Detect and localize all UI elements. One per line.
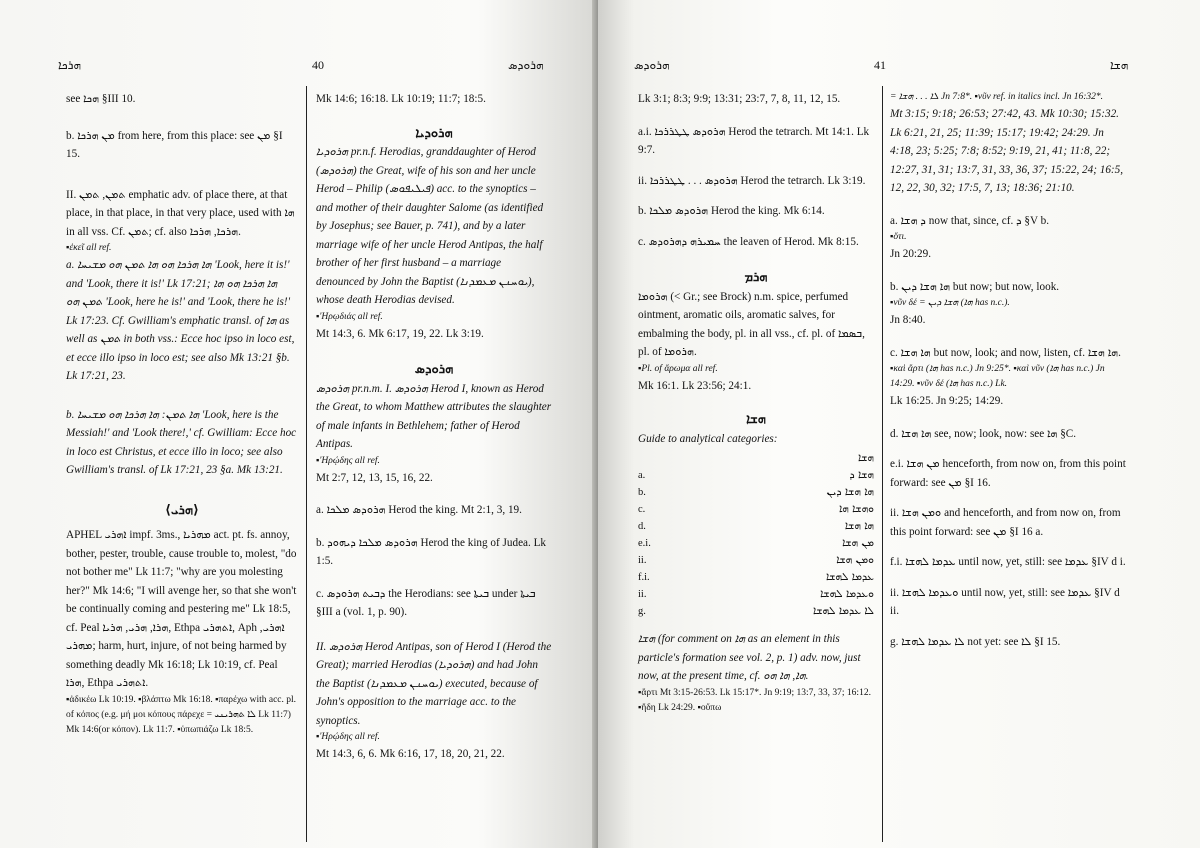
herod-heading: ܗܪܘܕܣ (414, 362, 454, 377)
spice-entry: ܗܪܘܡܐ (< Gr.; see Brock) n.m. spice, perfumed ointment, aromatic oils, aromatic salves, for embalming the body, pl. in all vss., cf. pl. of ܒܣܡܐ, pl. of ܗܪܘܡܐ. (638, 290, 865, 358)
guide-value: ܗܫܐ (857, 452, 874, 464)
guide-key: f.i. (638, 572, 650, 583)
guide-key: g. (638, 606, 646, 617)
now-b: b. ܗܐ ܗܫܐ ܕܝܢ but now; but now, look. (890, 280, 1060, 293)
now-fii: ii. ܘܥܕܡܐ ܠܗܫܐ until now, yet, still: see ܥܕܡܐ §IV d ii. (890, 586, 1120, 617)
guide-key: b. (638, 487, 646, 498)
guide-row (638, 569, 874, 586)
guide-value: ܡܢ ܗܫܐ (842, 537, 874, 549)
ref-line: Mt 14:3, 6, 6. Mk 6:16, 17, 18, 20, 21, 22. (316, 748, 505, 760)
guide-key: ii. (638, 555, 647, 566)
greek-ref: ▪ὅτι. (890, 232, 907, 242)
ref-line: Mt 14:3, 6. Mk 6:17, 19, 22. Lk 3:19. (316, 327, 484, 340)
herod-b: b. ܗܪܘܕܣ ܡܠܟܐ ܕܝܗܘܕ Herod the king of Judea. Lk 1:5. (316, 536, 547, 567)
guide-key: ii. (638, 589, 647, 600)
guide-value: ܥܕܡܐ ܠܗܫܐ (825, 571, 874, 583)
spice-heading: ܗܪܡ (744, 270, 768, 285)
ref-line: Mt 2:7, 12, 13, 15, 16, 22. (316, 471, 433, 484)
greek-ref: ▪ἐκεῖ all ref. (66, 243, 112, 253)
herod-entry: ܗܪܘܕܣ pr.n.m. I. ܗܪܘܕܣ Herod I, known as Herod the Great, to whom Matthew attributes the slaughter of male infants in Bethlehem; father of Herod Antipas. (316, 382, 552, 450)
guide-row (638, 603, 874, 620)
left-page (0, 0, 598, 848)
guide-row (638, 484, 874, 501)
guide-row (638, 501, 874, 518)
guide-value: ܘܥܕܡܐ ܠܗܫܐ (820, 588, 874, 600)
entry-a: a. ܗܐ ܗܪܟܐ ܗܘ ܗܐ ܬܡܢ ܗܘ ܡܫܝܚܐ 'Look, here it is!' and 'Look, there it is!' Lk 17:21; ܗܐ ܗܪܟܐ ܗܘ ܗܐ ܬܡܢ ܗܘ 'Look, here he is!' and 'Look, there he is!' Lk 17:23. Cf. Gwilliam's emphatic transl. of ܗܐ as well as ܬܡܢ in both vss.: Ecce hoc ipso in loco est, et ecce illo ipso in loco est; see also Mk 13:21 §b. Lk 17:21, 23. (66, 259, 295, 382)
left-running-header-right: ܗܪܘܕܣ (508, 58, 544, 72)
entry-c: c. ܚܡܝܪܗ ܕܗܪܘܕܣ the leaven of Herod. Mk 8:15. (638, 235, 859, 248)
right-column-2 (890, 90, 1128, 651)
entry-line: see ܗܟܐ §III 10. (66, 93, 136, 105)
greek-ref: ▪Pl. of ἄρωμα all ref. (638, 363, 718, 374)
guide-row (638, 450, 874, 467)
right-page (598, 0, 1200, 848)
greek-ref: = ܠܐ . . . ܗܫܐ Jn 7:8*. ▪νῦν ref. in italics incl. Jn 16:32*. (890, 92, 1103, 102)
herod-a: a. ܗܪܘܕܣ ܡܠܟܐ Herod the king. Mt 2:1, 3, 19. (316, 504, 522, 516)
ref-line: Mk 16:1. Lk 23:56; 24:1. (638, 379, 752, 392)
guide-row (638, 467, 874, 484)
entry-b: b. ܡܢ ܗܪܟܐ from here, from this place: see ܡܢ §I 15. (66, 129, 283, 160)
greek-ref: ▪'Ηρῳδιάς all ref. (316, 311, 383, 322)
guide-key: e.i. (638, 538, 651, 549)
left-column-2 (316, 90, 552, 764)
now-eii: ii. ܘܡܢ ܗܫܐ and henceforth, and from now on, from this point forward: see ܡܢ §I 16 a. (890, 507, 1121, 538)
now-c: c. ܗܐ ܗܫܐ but now, look; and now, listen, cf. ܗܐ ܗܫܐ. (890, 346, 1121, 359)
guide-value: ܗܐ ܗܫܐ (844, 520, 874, 532)
guide-title: Guide to analytical categories: (638, 432, 778, 445)
entry-ii: II. ܬܡܢ, ܬܡܢ emphatic adv. of place there, at that place, in that place, in that very place, used with ܗܐ in all vss. Cf. ܬܡܢ; cf. also ܗܪܟܐ, ܗܪܟܐ. (66, 188, 295, 238)
ref-line: Jn 20:29. (890, 248, 932, 260)
now-g: g. ܠܐ ܥܕܡܐ ܠܗܫܐ not yet: see ܠܐ §I 15. (890, 635, 1061, 648)
now-ei: e.i. ܡܢ ܗܫܐ henceforth, from now on, from this point forward: see ܡܢ §I 16. (890, 458, 1126, 489)
left-running-header: ܗܪܟܐ (58, 58, 81, 72)
now-a: a. ܕ ܗܫܐ now that, since, cf. ܕ §V b. (890, 214, 1050, 227)
guide-value: ܠܐ ܥܕܡܐ ܠܗܫܐ (813, 605, 874, 617)
entry-b2: b. ܗܐ ܬܡܢ: ܗܐ ܗܪܟܐ ܗܘ ܡܫܝܚܐ 'Look, here is the Messiah!' and 'Look there!,' cf. Gwilliam: Ecce hoc in loco est Christus, et ecce illo in loco; see also Gwilliam's transl. of Lk 17:21, 23 §a. Mk 13:21. (66, 408, 297, 476)
root-heading: ⟨ܗܪܝ⟩ (165, 502, 199, 518)
entry-ai: a.i. ܗܪܘܕܣ ܛܛܪܪܟܐ Herod the tetrarch. Mt 14:1. Lk 9:7. (638, 125, 870, 156)
column-rule-left (306, 86, 307, 842)
greek-refs: ▪ἀδικέω Lk 10:19. ▪βλάπτω Mk 16:18. ▪παρέχω with acc. pl. of κόπος (e.g. μή μοι κόπους πάρεχε = ܠܐ ܬܗܪܝܢܝ Lk 11:7) Mk 14:6(or κόπον). Lk 11:7. ▪ὑπωπιάζω Lk 18:5. (66, 694, 297, 735)
greek-ref: ▪'Ηρῴδης all ref. (316, 732, 380, 742)
right-running-header-left: ܗܪܘܕܣ (634, 58, 670, 72)
guide-row (638, 518, 874, 535)
guide-table (638, 450, 874, 620)
left-page-number: 40 (312, 58, 324, 72)
guide-row (638, 535, 874, 552)
entry-b: b. ܗܪܘܕܣ ܡܠܟܐ Herod the king. Mk 6:14. (638, 205, 825, 217)
now-fi: f.i. ܥܕܡܐ ܠܗܫܐ until now, yet, still: see ܥܕܡܐ §IV d i. (890, 556, 1126, 568)
ref-line: Mk 14:6; 16:18. Lk 10:19; 11:7; 18:5. (316, 93, 486, 105)
guide-value: ܗܫܐ ܕ (849, 469, 874, 481)
ref-line: Jn 8:40. (890, 314, 926, 326)
aphel-entry: APHEL ܐܗܪܝ impf. 3ms., ܡܗܪܝܐ act. pt. fs. annoy, bother, pester, trouble, cause trouble to, molest, "do not bother me" Lk 11:7; "why are you molesting her?" Mk 14:6; "I will avenge her, so that she won't be continually coming and pestering me" Lk 18:5, cf. Peal ܗܪܐ, ܗܪܝ, ܗܪܝܐ, Ethpa ܐܬܗܪܝ, Aph ܐܗܪܝ, ܡܗܪܝ; harm, hurt, injure, of not being harmed by something deadly Mk 16:18; Lk 10:19, cf. Peal ܗܪܐ, Ethpa ܐܬܗܪܝ. (66, 529, 297, 689)
guide-value: ܗܐ ܗܫܐ ܕܝܢ (826, 486, 874, 498)
ref-line: Lk 16:25. Jn 9:25; 14:29. (890, 395, 1004, 407)
guide-value: ܘܡܢ ܗܫܐ (836, 554, 874, 566)
right-column-1 (638, 90, 874, 716)
now-entry: ܗܫܐ (for comment on ܗܐ as an element in this particle's formation see vol. 2, p. 1) adv. now, just now, at the present time, cf. ܗܐ, ܗܐ ܗܘ. (638, 633, 861, 682)
ref-line: Lk 3:1; 8:3; 9:9; 13:31; 23:7, 7, 8, 11, 12, 15. (638, 93, 841, 105)
guide-value: ܘܗܫܐ ܗܐ (839, 503, 874, 515)
ref-block: Mt 3:15; 9:18; 26:53; 27:42, 43. Mk 10:30; 15:32. Lk 6:21, 21, 25; 11:39; 15:17; 19:42; 24:29. Jn 4:18, 23; 5:25; 7:8; 8:52; 9:19, 21, 41; 11:8, 22; 12:27, 31, 31; 13:7, 31, 33, 36, 37; 15:22, 24; 16:5, 12, 22, 30, 32; 17:5, 7, 13; 18:36; 21:10. (890, 108, 1124, 194)
greek-ref: ▪καὶ ἄρτι (ܗܐ has n.c.) Jn 9:25*. ▪καὶ νῦν (ܗܐ has n.c.) Jn 14:29. ▪νῦν δέ (ܗܐ has n.c.) Lk. (890, 364, 1105, 389)
guide-key: d. (638, 521, 646, 532)
guide-row (638, 586, 874, 603)
left-column-1 (66, 90, 298, 738)
now-heading: ܗܫܐ (746, 412, 766, 427)
herod-ii: II. ܗܪܘܕܣ Herod Antipas, son of Herod I (Herod the Great); married Herodias (ܗܪܘܕܝܐ) and had John the Baptist (ܝܘܚܢܢ ܡܥܡܕܢܐ) executed, because of John's opposition to the marriage acc. to the synoptics. (316, 640, 552, 727)
herodias-entry: ܗܪܘܕܝܐ pr.n.f. Herodias, granddaughter of Herod (ܗܪܘܕܣ) the Great, wife of his son and her uncle Herod – Philip (ܦܝܠܝܦܘܣ) acc. to the synoptics – and mother of their daughter Salome (as identified by Josephus; see Bauer, p. 741), and by a later marriage wife of her uncle Herod Antipas, the half brother of her first husband – a marriage denounced by John the Baptist (ܝܘܚܢܢ ܡܥܡܕܢܐ), whose death Herodias devised. (316, 146, 544, 306)
guide-row (638, 552, 874, 569)
right-running-header: ܗܫܐ (1110, 58, 1129, 72)
greek-ref: ▪'Ηρῴδης all ref. (316, 455, 380, 466)
herod-c: c. ܕܒܝܬ ܗܪܘܕܣ the Herodians: see ܒܝܬܐ under ܒܝܬܐ §III a (vol. 1, p. 90). (316, 587, 536, 618)
entry-ii: ii. ܗܪܘܕܣ . . . ܛܛܪܪܟܐ Herod the tetrarch. Lk 3:19. (638, 174, 866, 187)
column-rule-right (882, 86, 883, 842)
greek-ref: ▪νῦν δέ = ܗܫܐ ܕܝܢ (ܗܐ has n.c.). (890, 298, 1010, 308)
guide-key: c. (638, 504, 646, 515)
greek-refs: ▪ἄρτι Mt 3:15-26:53. Lk 15:17*. Jn 9:19; 13:7, 33, 37; 16:12. ▪ἤδη Lk 24:29. ▪οὔπω (638, 687, 871, 713)
herodias-heading: ܗܪܘܕܝܐ (415, 125, 453, 141)
now-d: d. ܗܐ ܗܫܐ see, now; look, now: see ܗܐ §C. (890, 427, 1077, 440)
right-page-number: 41 (874, 58, 886, 72)
guide-key: a. (638, 470, 646, 481)
